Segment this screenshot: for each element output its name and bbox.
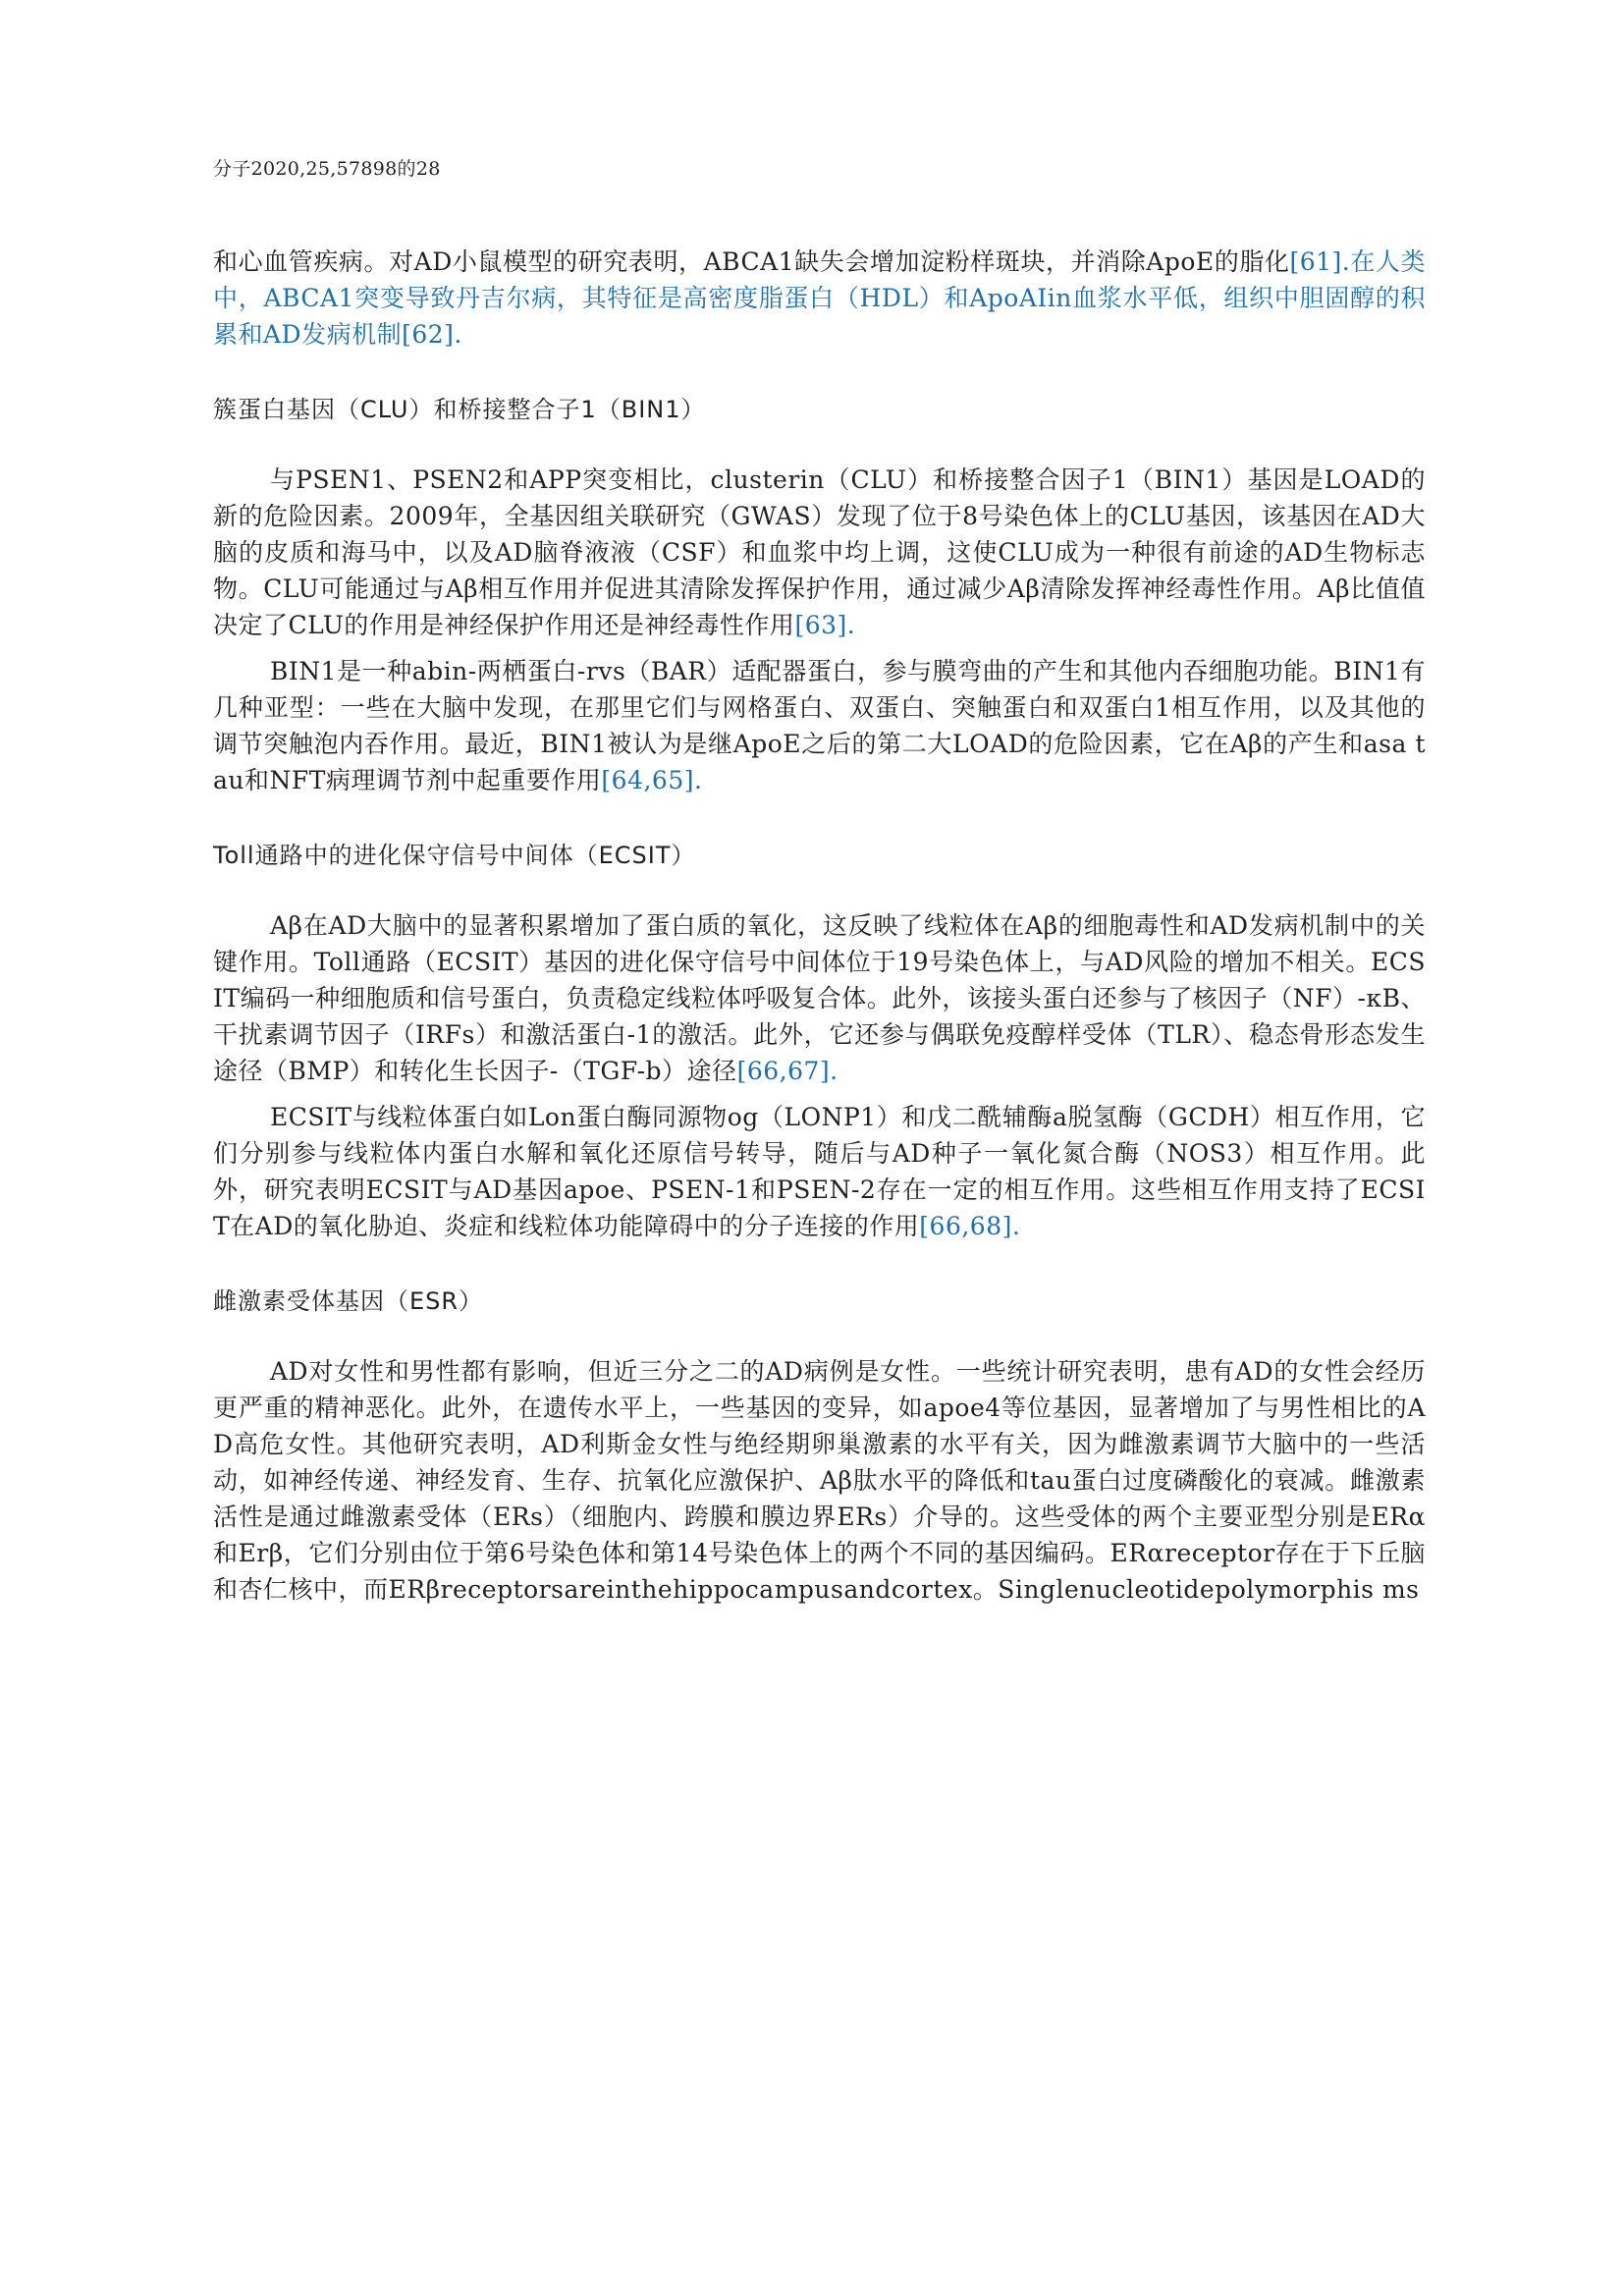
- ecsit-paragraph-2: [213, 1099, 1426, 1244]
- intro-text: 和心血管疾病。对AD小鼠模型的研究表明，ABCA1缺失会增加淀粉样斑块，并消除ApoE的脂化: [213, 247, 1290, 276]
- citation-link[interactable]: [66,67].: [736, 1057, 839, 1085]
- ecsit-paragraph-1-text: Aβ在AD大脑中的显著积累增加了蛋白质的氧化，这反映了线粒体在Aβ的细胞毒性和AD发病机制中的关键作用。Toll通路（ECSIT）基因的进化保守信号中间体位于19号染色体上，与AD风险的增加不相关。ECSIT编码一种细胞质和信号蛋白，负责稳定线粒体呼吸复合体。此外，该接头蛋白还参与了核因子（NF）-κB、干扰素调节因子（IRFs）和激活蛋白-1的激活。此外，它还参与偶联免疫醇样受体（TLR）、稳态骨形态发生途径（BMP）和转化生长因子-（TGF-b）途径: [213, 911, 1426, 1085]
- ecsit-paragraph-2-text: ECSIT与线粒体蛋白如Lon蛋白酶同源物og（LONP1）和戊二酰辅酶a脱氢酶（GCDH）相互作用，它们分别参与线粒体内蛋白水解和氧化还原信号转导，随后与AD种子一氧化氮合酶（NOS3）相互作用。此外，研究表明ECSIT与AD基因apoe、PSEN-1和PSEN-2存在一定的相互作用。这些相互作用支持了ECSIT在AD的氧化胁迫、炎症和线粒体功能障碍中的分子连接的作用: [213, 1103, 1426, 1240]
- clu-paragraph-text: 与PSEN1、PSEN2和APP突变相比，clusterin（CLU）和桥接整合因子1（BIN1）基因是LOAD的新的危险因素。2009年，全基因组关联研究（GWAS）发现了位于8号染色体上的CLU基因，该基因在AD大脑的皮质和海马中，以及AD脑脊液液（CSF）和血浆中均上调，这使CLU成为一种很有前途的AD生物标志物。CLU可能通过与Aβ相互作用并促进其清除发挥保护作用，通过减少Aβ清除发挥神经毒性作用。Aβ比值值决定了CLU的作用是神经保护作用还是神经毒性作用: [213, 465, 1426, 639]
- citation-link[interactable]: [66,68].: [919, 1212, 1021, 1240]
- ecsit-paragraph-1: [213, 907, 1426, 1089]
- running-header: 分子2020,25,57898的28: [213, 158, 441, 180]
- bin1-paragraph-text: BIN1是一种abin-两栖蛋白-rvs（BAR）适配器蛋白，参与膜弯曲的产生和其他内吞细胞功能。BIN1有几种亚型：一些在大脑中发现，在那里它们与网格蛋白、双蛋白、突触蛋白和双蛋白1相互作用，以及其他的调节突触泡内吞作用。最近，BIN1被认为是继ApoE之后的第二大LOAD的危险因素，它在Aβ的产生和asa tau和NFT病理调节剂中起重要作用: [213, 657, 1426, 794]
- bin1-paragraph: [213, 653, 1426, 798]
- clu-paragraph: [213, 462, 1426, 643]
- intro-citation-text[interactable]: [61].在人类中，ABCA1突变导致丹吉尔病，其特征是高密度脂蛋白（HDL）和ApoAIin血浆水平低，组织中胆固醇的积累和AD发病机制[62].: [213, 247, 1426, 349]
- section-heading-esr: 雌激素受体基因（ESR）: [213, 1287, 484, 1315]
- citation-link[interactable]: [64,65].: [601, 766, 703, 794]
- section-heading-ecsit: Toll通路中的进化保守信号中间体（ECSIT）: [213, 842, 696, 869]
- intro-paragraph: [213, 244, 1426, 353]
- section-heading-clu-bin1: 簇蛋白基因（CLU）和桥接整合子1（BIN1）: [213, 396, 706, 423]
- citation-link[interactable]: [63].: [794, 611, 856, 639]
- document-body: [213, 244, 1426, 1608]
- esr-paragraph: AD对女性和男性都有影响，但近三分之二的AD病例是女性。一些统计研究表明，患有AD的女性会经历更严重的精神恶化。此外，在遗传水平上，一些基因的变异，如apoe4等位基因，显著增加了与男性相比的AD高危女性。其他研究表明，AD利斯金女性与绝经期卵巢激素的水平有关，因为雌激素调节大脑中的一些活动，如神经传递、神经发育、生存、抗氧化应激保护、Aβ肽水平的降低和tau蛋白过度磷酸化的衰减。雌激素活性是通过雌激素受体（ERs）（细胞内、跨膜和膜边界ERs）介导的。这些受体的两个主要亚型分别是ERα和Erβ，它们分别由位于第6号染色体和第14号染色体上的两个不同的基因编码。ERαreceptor存在于下丘脑和杏仁核中，而ERβreceptorsareinthehippocampusandcortex。Singlenucleotidepolymorphis ms: [213, 1357, 1426, 1604]
